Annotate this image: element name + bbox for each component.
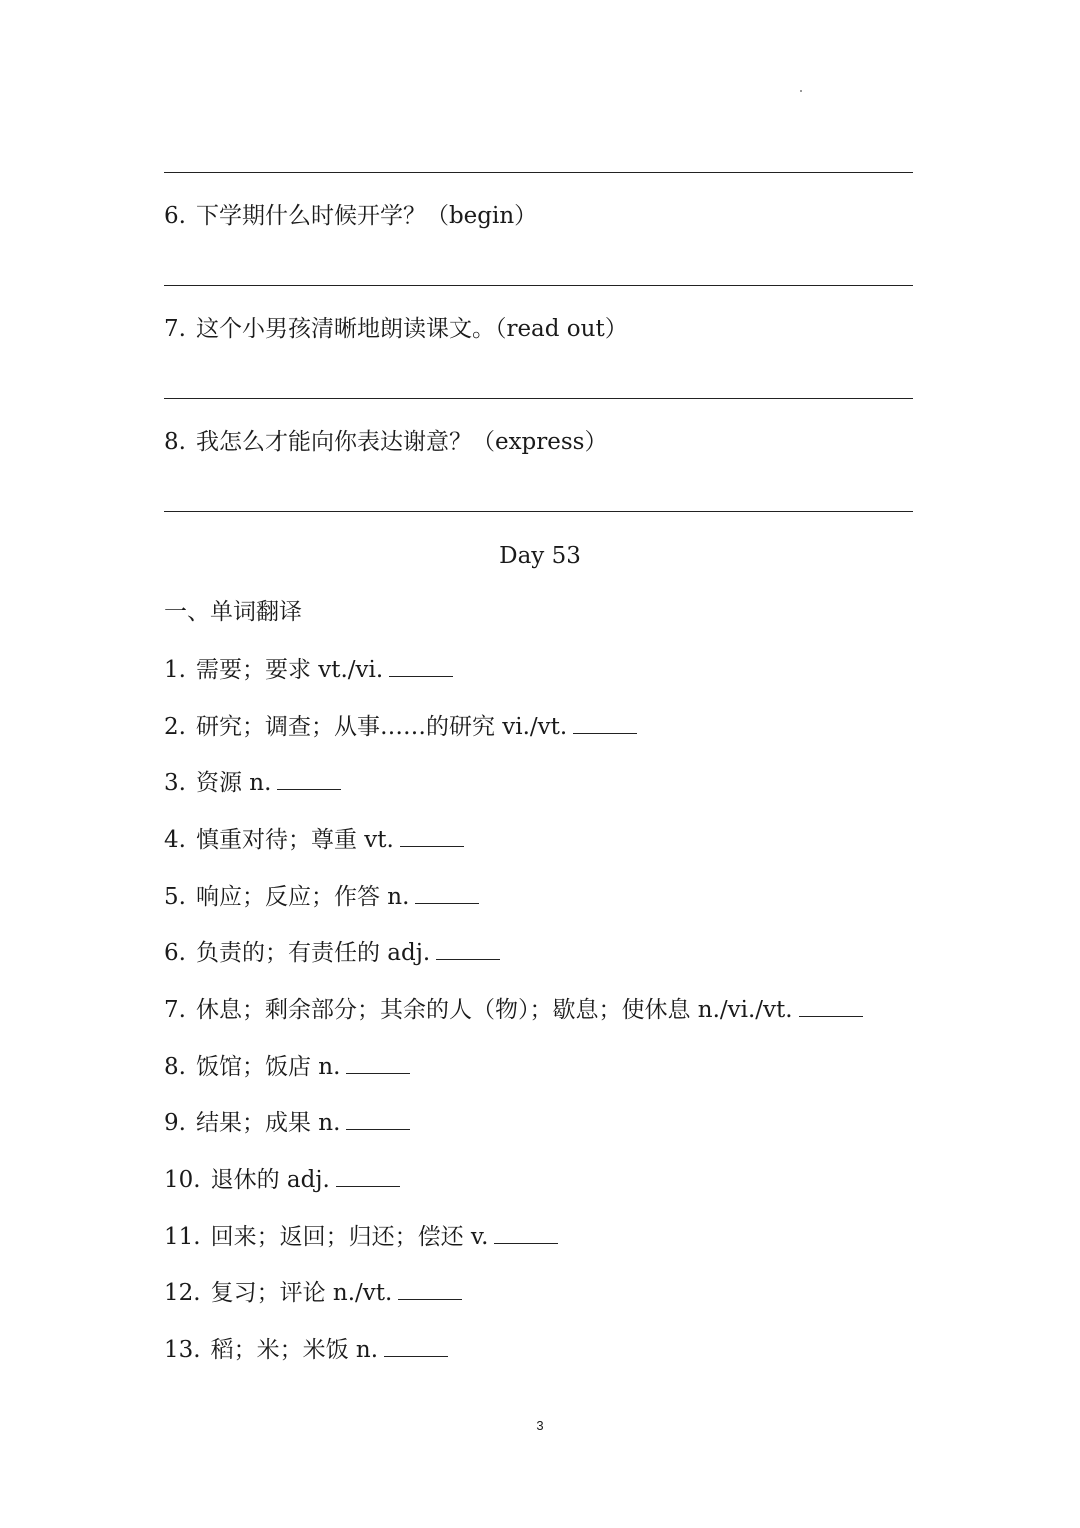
vocab-number: 11. [164, 1224, 201, 1250]
vocab-item [164, 1334, 448, 1365]
vocab-number: 9. [164, 1110, 186, 1136]
answer-blank[interactable] [415, 881, 479, 904]
vocab-number: 5. [164, 884, 186, 910]
vocab-text: 退休的 adj. [210, 1167, 330, 1193]
vocab-item [164, 767, 341, 798]
vocab-text: 休息；剩余部分；其余的人（物）；歇息；使休息 n./vi./vt. [195, 997, 793, 1023]
vocab-item [164, 937, 500, 968]
vocab-item [164, 1221, 558, 1252]
question-number: 7. [164, 316, 186, 342]
vocab-item [164, 994, 863, 1025]
vocab-item [164, 711, 637, 742]
answer-blank[interactable] [336, 1164, 400, 1187]
vocab-text: 研究；调查；从事……的研究 vi./vt. [195, 714, 568, 740]
answer-line [164, 285, 913, 286]
question-8 [164, 427, 607, 457]
vocab-number: 13. [164, 1337, 201, 1363]
vocab-text: 负责的；有责任的 adj. [195, 940, 431, 966]
vocab-item [164, 1164, 400, 1195]
page-number: 3 [536, 1418, 544, 1433]
answer-line [164, 511, 913, 512]
answer-line [164, 398, 913, 399]
question-number: 6. [164, 203, 186, 229]
vocab-number: 12. [164, 1280, 201, 1306]
vocab-text: 资源 n. [195, 770, 272, 796]
vocab-number: 8. [164, 1054, 186, 1080]
answer-blank[interactable] [389, 654, 453, 677]
question-6 [164, 201, 537, 231]
vocab-text: 稻；米；米饭 n. [210, 1337, 379, 1363]
answer-blank[interactable] [346, 1107, 410, 1130]
vocab-text: 结果；成果 n. [195, 1110, 341, 1136]
question-text: 下学期什么时候开学？（begin） [195, 203, 538, 229]
vocab-number: 1. [164, 657, 186, 683]
day-title: Day 53 [499, 543, 581, 569]
scan-speck [800, 90, 802, 92]
answer-blank[interactable] [436, 937, 500, 960]
vocab-item [164, 1051, 410, 1082]
section-title: 一、单词翻译 [164, 599, 302, 625]
question-text: 这个小男孩清晰地朗读课文。（read out） [195, 316, 628, 342]
answer-blank[interactable] [494, 1221, 558, 1244]
vocab-item [164, 824, 464, 855]
vocab-item [164, 1107, 410, 1138]
answer-blank[interactable] [277, 767, 341, 790]
vocab-text: 回来；返回；归还；偿还 v. [210, 1224, 489, 1250]
answer-blank[interactable] [384, 1334, 448, 1357]
vocab-number: 7. [164, 997, 186, 1023]
vocab-text: 需要；要求 vt./vi. [195, 657, 384, 683]
vocab-text: 复习；评论 n./vt. [210, 1280, 393, 1306]
answer-blank[interactable] [799, 994, 863, 1017]
vocab-text: 饭馆；饭店 n. [195, 1054, 341, 1080]
question-number: 8. [164, 429, 186, 455]
vocab-number: 10. [164, 1167, 201, 1193]
answer-blank[interactable] [398, 1277, 462, 1300]
vocab-item [164, 881, 479, 912]
vocab-item [164, 654, 453, 685]
vocab-number: 2. [164, 714, 186, 740]
vocab-text: 响应；反应；作答 n. [195, 884, 410, 910]
question-text: 我怎么才能向你表达谢意？（express） [195, 429, 608, 455]
answer-blank[interactable] [346, 1051, 410, 1074]
answer-line [164, 172, 913, 173]
answer-blank[interactable] [400, 824, 464, 847]
question-7 [164, 314, 628, 344]
vocab-text: 慎重对待；尊重 vt. [195, 827, 394, 853]
vocab-number: 6. [164, 940, 186, 966]
vocab-item [164, 1277, 462, 1308]
answer-blank[interactable] [573, 711, 637, 734]
vocab-number: 3. [164, 770, 186, 796]
vocab-number: 4. [164, 827, 186, 853]
